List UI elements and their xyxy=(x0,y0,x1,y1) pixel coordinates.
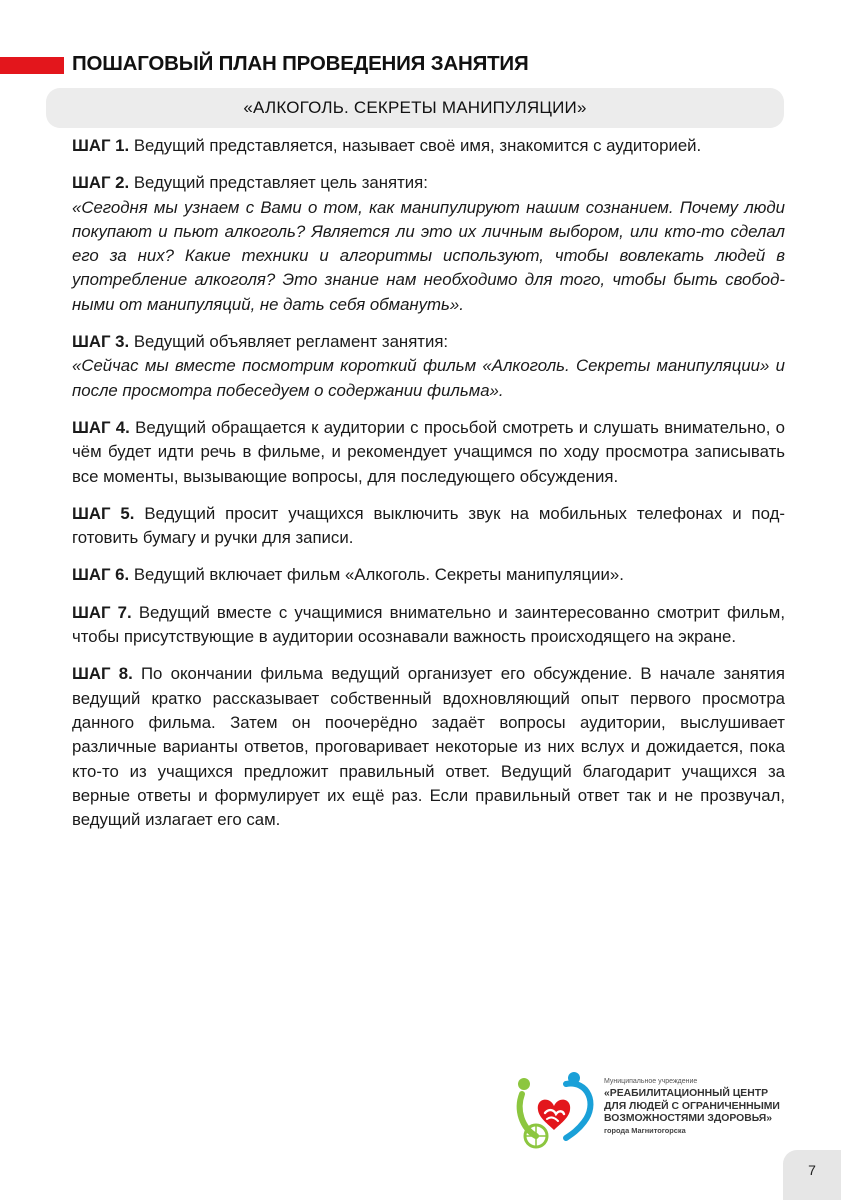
step-8 xyxy=(72,662,785,832)
org-city: города Магнитогорска xyxy=(604,1125,686,1135)
page-number-tab xyxy=(783,1150,841,1200)
step-label: ШАГ 6. xyxy=(72,565,130,585)
org-name-line-1: «РЕАБИЛИТАЦИОННЫЙ ЦЕНТР xyxy=(604,1088,769,1099)
step-7 xyxy=(72,601,785,650)
step-text: Ведущий включает фильм «Алкоголь. Секреты манипуляции». xyxy=(129,565,624,585)
step-quote: «Сейчас мы вместе посмотрим короткий фильм «Алкоголь. Секреты манипуляции» и после просмотра побеседуем о содержании фильма». xyxy=(72,356,785,400)
step-label: ШАГ 4. xyxy=(72,417,130,437)
step-label: ШАГ 1. xyxy=(72,136,130,155)
lesson-title-banner xyxy=(46,88,784,128)
step-3 xyxy=(72,330,785,403)
header-accent-bar xyxy=(0,57,64,74)
org-prefix: Муниципальное учреждение xyxy=(604,1078,698,1085)
step-4 xyxy=(72,416,785,489)
step-text: Ведущий вместе с учащимися внимательно и заинтересованно смотрит фильм, чтобы присутствующие в аудитории осознавали важность происходящего на экране. xyxy=(72,602,785,647)
step-label: ШАГ 8. xyxy=(72,664,133,684)
step-text: По окончании фильма ведущий организует его обсуждение. В начале занятия ведущий кратко рассказывает собственный вдохновляющий опыт первого просмотра данного фильма. Затем он поочерёдно задаёт вопросы аудитории, выслушивает различные варианты ответов, проговаривает некоторые из них вслух и дожидается, пока кто-то из учащихся предложит правильный ответ. Ведущий благодарит учащихся за верные ответы и формулирует их ещё раз. Если правильный ответ так и не прозвучал, ведущий излагает его сам. xyxy=(72,664,786,830)
step-label: ШАГ 7. xyxy=(72,602,132,622)
organization-block xyxy=(604,1078,780,1135)
step-text: Ведущий представляется, называет своё имя, знакомится с аудиторией. xyxy=(129,136,702,155)
steps-list xyxy=(72,134,785,845)
step-1 xyxy=(72,134,785,158)
step-label: ШАГ 5. xyxy=(72,503,135,523)
rehabilitation-center-logo-icon xyxy=(514,1070,598,1154)
step-text: Ведущий представляет цель занятия: xyxy=(129,173,428,193)
lesson-title: «АЛКОГОЛЬ. СЕКРЕТЫ МАНИПУЛЯЦИИ» xyxy=(243,98,587,117)
step-6 xyxy=(72,563,785,587)
step-quote: «Сегодня мы узнаем с Вами о том, как манипулируют нашим сознанием. Почему люди покупают и пьют алкоголь? Является ли это их личным выбором, или кто-то сделал его за них? Какие техники и алгоритмы используют, чтобы вовлекать людей в употребление алкоголя? Это знание нам необходимо для того, чтобы быть свободными от манипуляций, не дать себя обмануть». xyxy=(72,197,785,314)
page-number: 7 xyxy=(808,1162,816,1178)
org-name-line-2: ДЛЯ ЛЮДЕЙ С ОГРАНИЧЕННЫМИ xyxy=(604,1100,780,1112)
step-text: Ведущий объявляет регламент занятия: xyxy=(129,332,449,352)
step-text: Ведущий обращается к аудитории с просьбой смотреть и слушать внимательно, о чём будет идти речь в фильме, и рекомендует учащимся по ходу просмотра записывать все моменты, вызывающие вопросы, для последующего обсуждения. xyxy=(72,417,785,486)
step-text: Ведущий просит учащихся выключить звук на мобильных телефонах и подготовить бумагу и ручки для записи. xyxy=(72,503,785,548)
step-label: ШАГ 2. xyxy=(72,173,130,193)
step-5 xyxy=(72,502,785,551)
step-label: ШАГ 3. xyxy=(72,332,130,352)
page-title: ПОШАГОВЫЙ ПЛАН ПРОВЕДЕНИЯ ЗАНЯТИЯ xyxy=(72,52,529,75)
org-name-line-3: ВОЗМОЖНОСТЯМИ ЗДОРОВЬЯ» xyxy=(604,1113,773,1124)
step-2 xyxy=(72,171,785,317)
